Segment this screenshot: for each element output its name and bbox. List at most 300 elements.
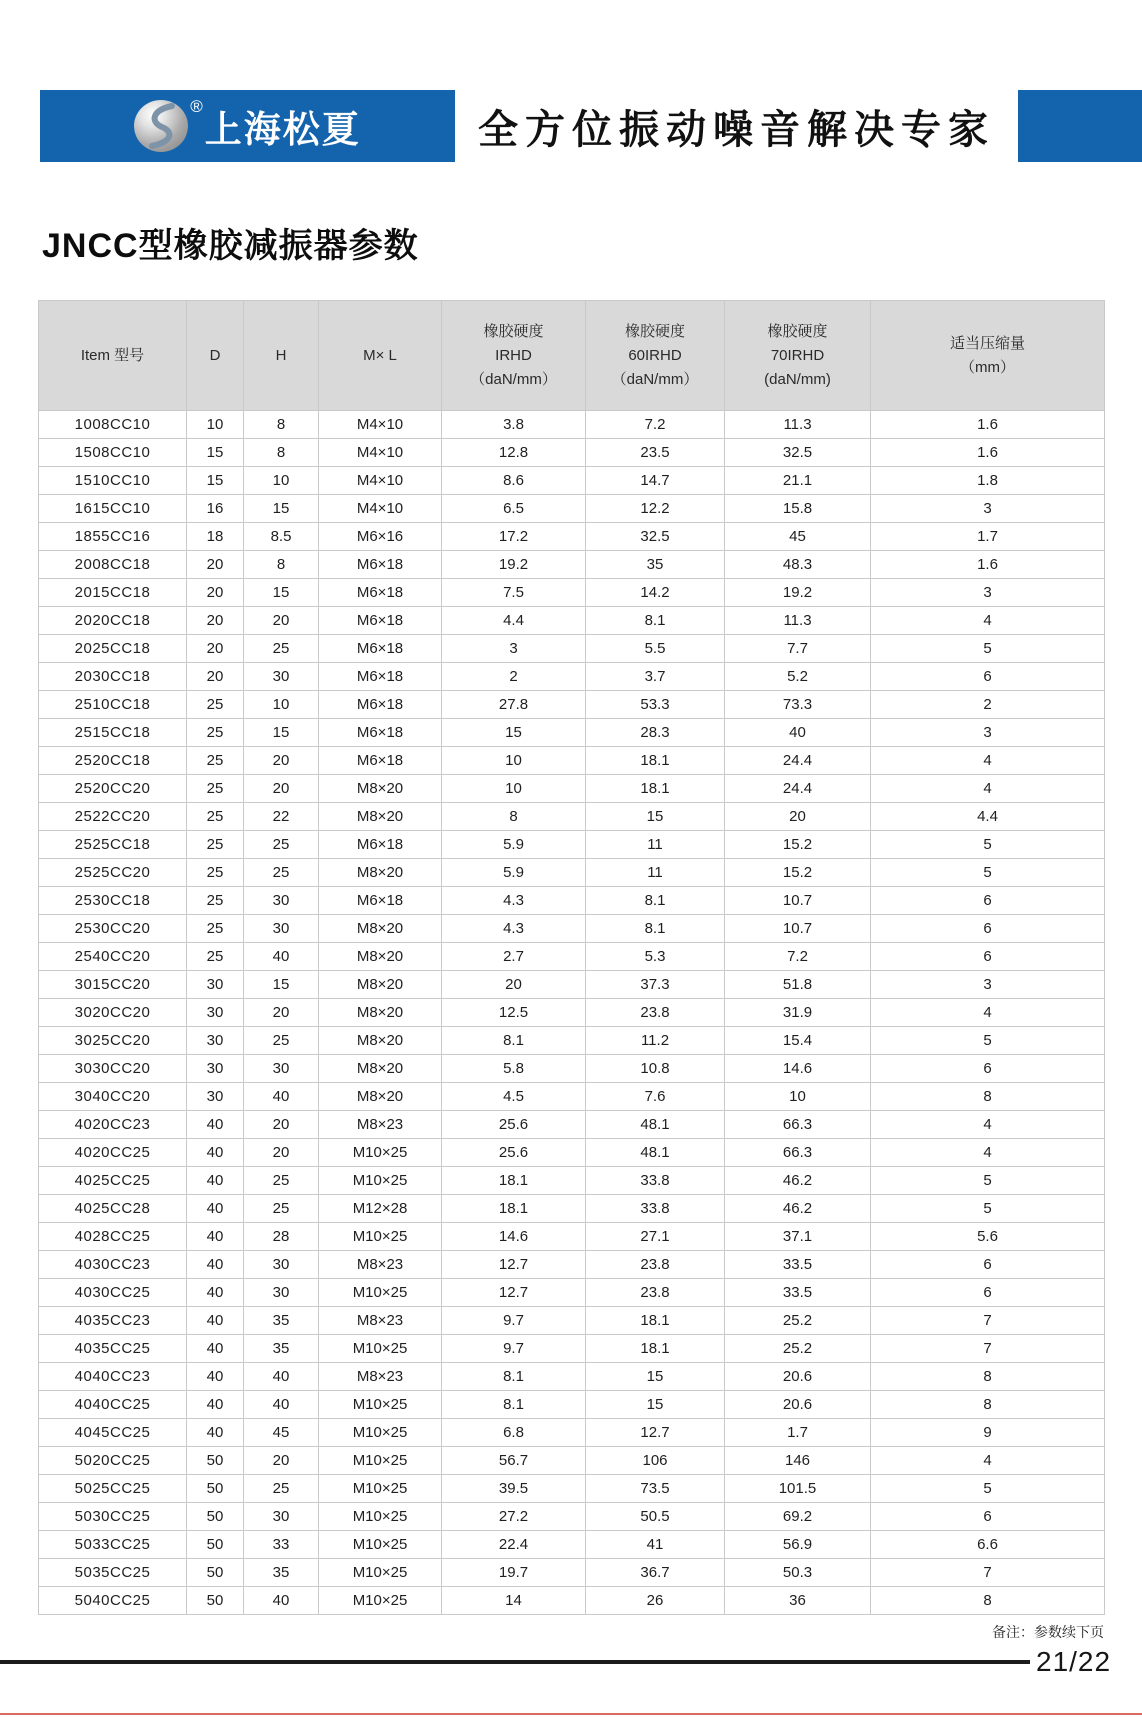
cell: 35 (244, 1335, 319, 1363)
table-row (39, 775, 1105, 803)
cell: 20 (244, 999, 319, 1027)
cell: 15 (442, 719, 586, 747)
cell: 37.1 (725, 1223, 871, 1251)
cell: 33.8 (586, 1167, 725, 1195)
cell: 20 (187, 663, 244, 691)
cell: 4035CC23 (39, 1307, 187, 1335)
cell: 2008CC18 (39, 551, 187, 579)
cell: 46.2 (725, 1195, 871, 1223)
cell: 8.5 (244, 523, 319, 551)
column-header-line: 70IRHD (770, 346, 825, 364)
cell: 1008CC10 (39, 411, 187, 439)
cell: 33.8 (586, 1195, 725, 1223)
column-header-d (187, 301, 244, 411)
cell: 9.7 (442, 1307, 586, 1335)
cell: 5030CC25 (39, 1503, 187, 1531)
cell: 5025CC25 (39, 1475, 187, 1503)
cell: 5035CC25 (39, 1559, 187, 1587)
cell: M10×25 (319, 1335, 442, 1363)
cell: 3040CC20 (39, 1083, 187, 1111)
cell: 7.5 (442, 579, 586, 607)
cell: 15.2 (725, 859, 871, 887)
cell: 5.8 (442, 1055, 586, 1083)
cell: 1.6 (871, 551, 1105, 579)
cell: 3 (871, 579, 1105, 607)
column-header-line: 橡胶硬度 (483, 322, 544, 340)
cell: 6 (871, 1279, 1105, 1307)
cell: 5.5 (586, 635, 725, 663)
cell: 35 (586, 551, 725, 579)
cell: M8×20 (319, 971, 442, 999)
cell: 1.8 (871, 467, 1105, 495)
cell: 8 (871, 1391, 1105, 1419)
cell: 5.9 (442, 831, 586, 859)
cell: 2 (871, 691, 1105, 719)
cell: 25.6 (442, 1111, 586, 1139)
cell: 11 (586, 859, 725, 887)
brand-logo (40, 90, 455, 162)
cell: 18.1 (442, 1167, 586, 1195)
cell: 21.1 (725, 467, 871, 495)
table-row (39, 1419, 1105, 1447)
cell: 7.2 (586, 411, 725, 439)
cell: 36.7 (586, 1559, 725, 1587)
cell: 5 (871, 1027, 1105, 1055)
cell: M8×23 (319, 1307, 442, 1335)
cell: 20 (244, 607, 319, 635)
cell: M10×25 (319, 1531, 442, 1559)
cell: 8.1 (586, 915, 725, 943)
cell: 37.3 (586, 971, 725, 999)
cell: 8.1 (442, 1027, 586, 1055)
cell: 11.3 (725, 607, 871, 635)
cell: 4 (871, 1111, 1105, 1139)
cell: 40 (187, 1363, 244, 1391)
cell: 50 (187, 1447, 244, 1475)
cell: 30 (187, 971, 244, 999)
cell: 2520CC20 (39, 775, 187, 803)
cell: M8×20 (319, 1055, 442, 1083)
cell: 15 (586, 803, 725, 831)
cell: 56.7 (442, 1447, 586, 1475)
cell: M10×25 (319, 1167, 442, 1195)
table-row (39, 943, 1105, 971)
cell: 11.3 (725, 411, 871, 439)
table-row (39, 1251, 1105, 1279)
cell: 2 (442, 663, 586, 691)
cell: 4 (871, 1139, 1105, 1167)
cell: 4 (871, 775, 1105, 803)
cell: 28.3 (586, 719, 725, 747)
cell: 4 (871, 747, 1105, 775)
table-row (39, 579, 1105, 607)
column-header-line: 橡胶硬度 (624, 322, 685, 340)
cell: 25 (244, 831, 319, 859)
spec-table (38, 300, 1105, 1615)
cell: 5.3 (586, 943, 725, 971)
cell: 56.9 (725, 1531, 871, 1559)
cell: 20 (244, 1139, 319, 1167)
column-header-line: （daN/mm） (470, 370, 557, 388)
table-row (39, 551, 1105, 579)
footer-rule (0, 1660, 1030, 1664)
cell: 15 (244, 971, 319, 999)
cell: 50 (187, 1475, 244, 1503)
cell: 2015CC18 (39, 579, 187, 607)
cell: M6×18 (319, 635, 442, 663)
cell: 5.9 (442, 859, 586, 887)
cell: 6 (871, 1251, 1105, 1279)
cell: 33.5 (725, 1251, 871, 1279)
cell: 25 (244, 1167, 319, 1195)
cell: 146 (725, 1447, 871, 1475)
cell: 20 (187, 551, 244, 579)
cell: 25 (187, 747, 244, 775)
cell: 15 (586, 1391, 725, 1419)
cell: 41 (586, 1531, 725, 1559)
cell: 20.6 (725, 1363, 871, 1391)
cell: 20 (725, 803, 871, 831)
cell: 3.8 (442, 411, 586, 439)
cell: 4035CC25 (39, 1335, 187, 1363)
cell: 25 (187, 915, 244, 943)
cell: 16 (187, 495, 244, 523)
cell: 66.3 (725, 1111, 871, 1139)
cell: 5 (871, 1167, 1105, 1195)
table-row (39, 719, 1105, 747)
cell: 40 (244, 1363, 319, 1391)
cell: 8 (442, 803, 586, 831)
table-row (39, 915, 1105, 943)
cell: 1.6 (871, 439, 1105, 467)
cell: 2520CC18 (39, 747, 187, 775)
cell: 12.2 (586, 495, 725, 523)
cell: 19.7 (442, 1559, 586, 1587)
cell: 4028CC25 (39, 1223, 187, 1251)
cell: 3 (871, 971, 1105, 999)
cell: 2525CC20 (39, 859, 187, 887)
table-row (39, 887, 1105, 915)
cell: 66.3 (725, 1139, 871, 1167)
column-header-line: 60IRHD (628, 346, 682, 364)
spec-table-body (39, 411, 1105, 1615)
cell: 5 (871, 831, 1105, 859)
cell: 15 (244, 495, 319, 523)
cell: 4040CC25 (39, 1391, 187, 1419)
cell: 30 (244, 887, 319, 915)
cell: 23.8 (586, 1279, 725, 1307)
table-row (39, 1363, 1105, 1391)
cell: M10×25 (319, 1587, 442, 1615)
cell: 7 (871, 1335, 1105, 1363)
cell: 14 (442, 1587, 586, 1615)
cell: 27.1 (586, 1223, 725, 1251)
table-row (39, 1279, 1105, 1307)
column-header-line: 橡胶硬度 (767, 322, 828, 340)
cell: 15 (187, 467, 244, 495)
cell: 4025CC25 (39, 1167, 187, 1195)
cell: 25 (187, 943, 244, 971)
table-row (39, 495, 1105, 523)
cell: 27.8 (442, 691, 586, 719)
cell: 8 (244, 551, 319, 579)
column-header-h (244, 301, 319, 411)
cell: M10×25 (319, 1475, 442, 1503)
cell: 3 (871, 495, 1105, 523)
cell: 4020CC25 (39, 1139, 187, 1167)
column-header-hardness-70irhd (725, 301, 871, 411)
cell: 7.2 (725, 943, 871, 971)
table-row (39, 859, 1105, 887)
cell: 8 (244, 439, 319, 467)
cell: 20 (442, 971, 586, 999)
table-row (39, 1195, 1105, 1223)
cell: 26 (586, 1587, 725, 1615)
cell: 7.6 (586, 1083, 725, 1111)
cell: 27.2 (442, 1503, 586, 1531)
cell: 12.8 (442, 439, 586, 467)
cell: 2530CC20 (39, 915, 187, 943)
table-row (39, 1223, 1105, 1251)
cell: 30 (244, 1055, 319, 1083)
cell: M6×18 (319, 747, 442, 775)
cell: 1.7 (725, 1419, 871, 1447)
cell: 30 (244, 1279, 319, 1307)
cell: 25 (244, 1475, 319, 1503)
table-row (39, 439, 1105, 467)
cell: 18.1 (586, 775, 725, 803)
cell: 6 (871, 1503, 1105, 1531)
cell: 40 (187, 1195, 244, 1223)
cell: 12.5 (442, 999, 586, 1027)
cell: 8.6 (442, 467, 586, 495)
cell: 40 (187, 1251, 244, 1279)
cell: 4.4 (871, 803, 1105, 831)
cell: 24.4 (725, 747, 871, 775)
brand-name: 上海松夏 (204, 109, 361, 150)
cell: 10 (187, 411, 244, 439)
cell: 25 (187, 831, 244, 859)
column-header-line: D (209, 346, 221, 364)
cell: 5 (871, 1195, 1105, 1223)
cell: M10×25 (319, 1419, 442, 1447)
cell: 32.5 (586, 523, 725, 551)
column-header-line: M× L (363, 346, 397, 364)
cell: 25.2 (725, 1307, 871, 1335)
cell: 4.3 (442, 887, 586, 915)
cell: 12.7 (442, 1279, 586, 1307)
cell: 3 (442, 635, 586, 663)
table-row (39, 999, 1105, 1027)
cell: 19.2 (442, 551, 586, 579)
cell: 10.8 (586, 1055, 725, 1083)
cell: 1510CC10 (39, 467, 187, 495)
cell: 8.1 (586, 887, 725, 915)
cell: 8 (244, 411, 319, 439)
table-row (39, 1391, 1105, 1419)
bottom-accent-line (0, 1713, 1142, 1715)
cell: 10 (244, 467, 319, 495)
cell: 5 (871, 1475, 1105, 1503)
cell: M10×25 (319, 1391, 442, 1419)
cell: M8×23 (319, 1111, 442, 1139)
cell: 30 (244, 1251, 319, 1279)
cell: 14.6 (725, 1055, 871, 1083)
cell: 15 (244, 579, 319, 607)
cell: 40 (187, 1279, 244, 1307)
column-header-line: （mm） (960, 358, 1015, 376)
cell: 30 (244, 1503, 319, 1531)
cell: M10×25 (319, 1559, 442, 1587)
cell: M6×16 (319, 523, 442, 551)
cell: 25 (187, 887, 244, 915)
cell: 15.2 (725, 831, 871, 859)
cell: M8×23 (319, 1251, 442, 1279)
cell: M4×10 (319, 467, 442, 495)
table-row (39, 607, 1105, 635)
cell: M6×18 (319, 719, 442, 747)
cell: M10×25 (319, 1139, 442, 1167)
cell: 3020CC20 (39, 999, 187, 1027)
cell: 33 (244, 1531, 319, 1559)
cell: 4020CC23 (39, 1111, 187, 1139)
cell: 18 (187, 523, 244, 551)
cell: 8 (871, 1083, 1105, 1111)
cell: 4040CC23 (39, 1363, 187, 1391)
cell: 23.5 (586, 439, 725, 467)
cell: 73.5 (586, 1475, 725, 1503)
table-row (39, 1559, 1105, 1587)
cell: M12×28 (319, 1195, 442, 1223)
cell: 20 (244, 1447, 319, 1475)
cell: M8×20 (319, 943, 442, 971)
cell: 48.1 (586, 1111, 725, 1139)
cell: 10.7 (725, 915, 871, 943)
cell: 8.1 (442, 1391, 586, 1419)
cell: 4030CC23 (39, 1251, 187, 1279)
cell: 4.3 (442, 915, 586, 943)
cell: 7 (871, 1307, 1105, 1335)
cell: 18.1 (586, 1335, 725, 1363)
cell: M10×25 (319, 1279, 442, 1307)
cell: 15 (244, 719, 319, 747)
cell: 25 (244, 635, 319, 663)
table-row (39, 1335, 1105, 1363)
column-header-hardness-irhd (442, 301, 586, 411)
cell: 40 (187, 1223, 244, 1251)
cell: M8×23 (319, 1363, 442, 1391)
cell: 4 (871, 1447, 1105, 1475)
cell: 2515CC18 (39, 719, 187, 747)
header-accent-block (1018, 90, 1142, 162)
cell: 15.8 (725, 495, 871, 523)
registered-trademark-icon: ® (190, 96, 203, 116)
cell: M8×20 (319, 915, 442, 943)
cell: 14.2 (586, 579, 725, 607)
cell: 40 (187, 1167, 244, 1195)
table-row (39, 971, 1105, 999)
cell: 25 (187, 775, 244, 803)
cell: M4×10 (319, 439, 442, 467)
cell: 5020CC25 (39, 1447, 187, 1475)
cell: 17.2 (442, 523, 586, 551)
table-row (39, 803, 1105, 831)
cell: 50.3 (725, 1559, 871, 1587)
cell: M8×20 (319, 1027, 442, 1055)
cell: 35 (244, 1307, 319, 1335)
cell: 40 (187, 1111, 244, 1139)
cell: 18.1 (442, 1195, 586, 1223)
s-swoosh-icon (134, 100, 188, 152)
cell: 3015CC20 (39, 971, 187, 999)
cell: 73.3 (725, 691, 871, 719)
cell: 5033CC25 (39, 1531, 187, 1559)
cell: 25 (187, 859, 244, 887)
cell: 25 (187, 691, 244, 719)
cell: 2525CC18 (39, 831, 187, 859)
cell: 15 (586, 1363, 725, 1391)
cell: 28 (244, 1223, 319, 1251)
column-header-line: 适当压缩量 (949, 334, 1025, 352)
table-row (39, 1167, 1105, 1195)
cell: 4 (871, 999, 1105, 1027)
cell: 45 (244, 1419, 319, 1447)
cell: 3.7 (586, 663, 725, 691)
cell: 14.7 (586, 467, 725, 495)
page-number: 21/22 (1036, 1646, 1112, 1677)
cell: 25 (187, 803, 244, 831)
cell: 6.5 (442, 495, 586, 523)
cell: 1855CC16 (39, 523, 187, 551)
table-row (39, 831, 1105, 859)
table-row (39, 691, 1105, 719)
cell: 46.2 (725, 1167, 871, 1195)
cell: M6×18 (319, 579, 442, 607)
cell: 5.6 (871, 1223, 1105, 1251)
cell: 6 (871, 663, 1105, 691)
table-row (39, 1111, 1105, 1139)
spec-table-header (39, 301, 1105, 411)
cell: 39.5 (442, 1475, 586, 1503)
cell: 40 (244, 1391, 319, 1419)
cell: 40 (244, 1587, 319, 1615)
cell: 24.4 (725, 775, 871, 803)
cell: 7 (871, 1559, 1105, 1587)
cell: 20 (187, 607, 244, 635)
cell: 25 (244, 1027, 319, 1055)
cell: 2540CC20 (39, 943, 187, 971)
cell: 35 (244, 1559, 319, 1587)
column-header-line: (daN/mm) (764, 370, 831, 388)
cell: 50 (187, 1531, 244, 1559)
table-row (39, 663, 1105, 691)
table-row (39, 411, 1105, 439)
cell: 30 (187, 1083, 244, 1111)
cell: 7.7 (725, 635, 871, 663)
cell: 12.7 (442, 1251, 586, 1279)
cell: 20 (244, 1111, 319, 1139)
column-header-item (39, 301, 187, 411)
cell: 4.4 (442, 607, 586, 635)
table-row (39, 1055, 1105, 1083)
cell: 23.8 (586, 999, 725, 1027)
cell: 2020CC18 (39, 607, 187, 635)
cell: 20 (244, 775, 319, 803)
cell: 69.2 (725, 1503, 871, 1531)
table-row (39, 1503, 1105, 1531)
cell: 30 (244, 663, 319, 691)
cell: M8×20 (319, 803, 442, 831)
